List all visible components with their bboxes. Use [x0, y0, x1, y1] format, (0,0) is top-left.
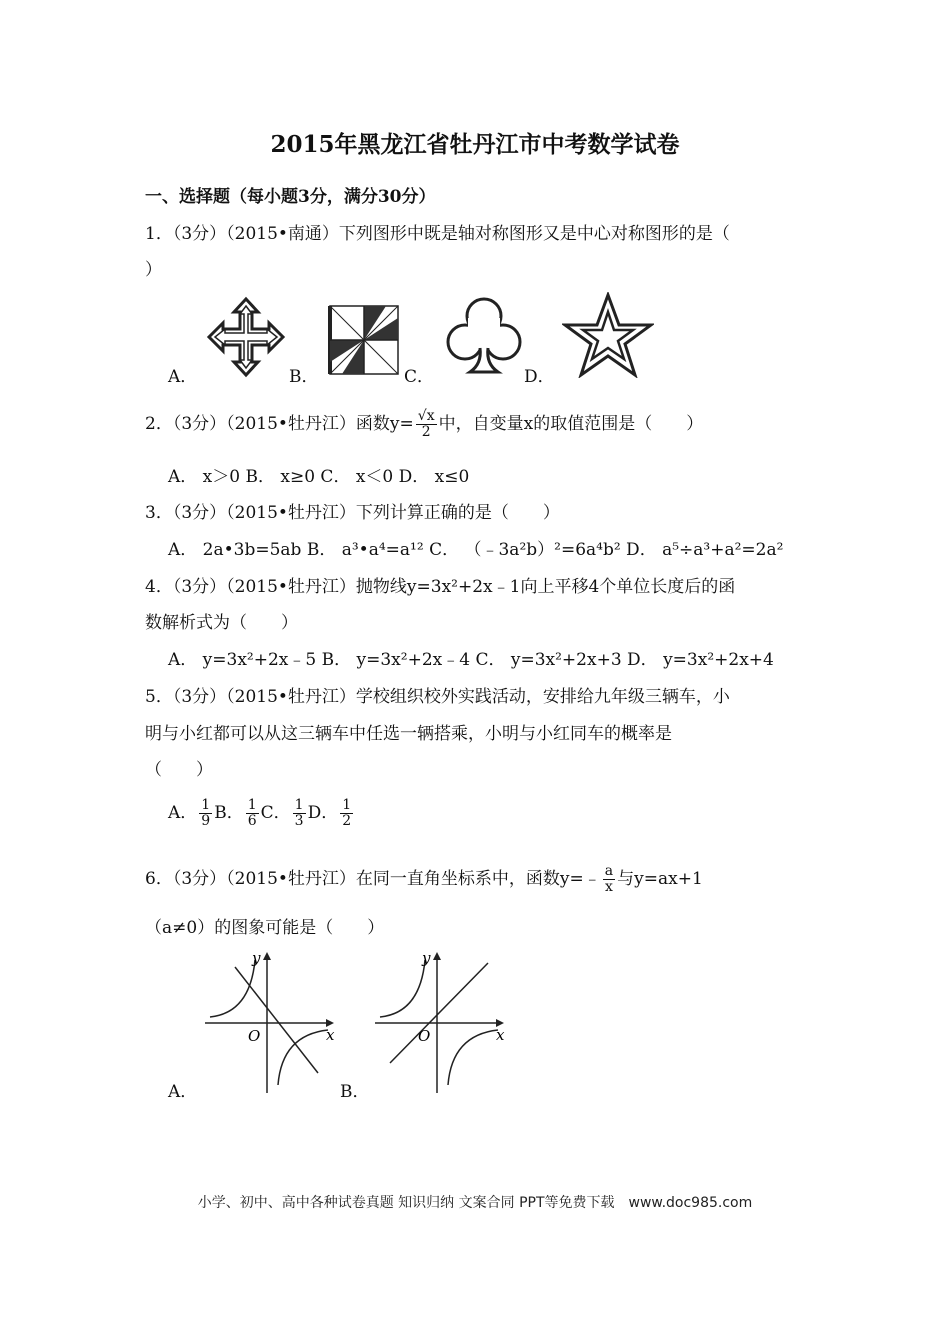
q5-option-c-label: C．	[260, 803, 291, 823]
question-6-stem-line1	[145, 864, 703, 895]
q5-option-b-fraction	[246, 798, 259, 829]
q5-option-a-label: A．	[168, 803, 198, 823]
q6-a-origin: O	[248, 1027, 261, 1045]
q2-fraction-denominator: 2	[421, 424, 431, 440]
q2-options: A． x＞0 B． x≥0 C． x＜0 D． x≤0	[168, 467, 470, 487]
q6-b-axis-x: x	[496, 1026, 505, 1044]
question-1-stem-line2: ）	[145, 260, 162, 280]
q5-option-b-label: B．	[214, 803, 244, 823]
question-6-stem-line2: （a≠0）的图象可能是（ ）	[145, 918, 385, 938]
question-5-stem-line3: （ ）	[145, 760, 213, 780]
q6-fraction-numerator: a	[604, 863, 614, 879]
q6-stem-prefix: 6．（3分）（2015•牡丹江）在同一直角坐标系中，函数y=﹣	[145, 869, 601, 889]
q5-option-a-numerator: 1	[201, 797, 211, 813]
q5-option-c-denominator: 3	[294, 813, 304, 829]
q5-option-d-label: D．	[307, 803, 339, 823]
q2-fraction	[416, 409, 437, 440]
q5-option-d-numerator: 1	[342, 797, 352, 813]
page-title: 2015年黑龙江省牡丹江市中考数学试卷	[270, 131, 680, 158]
q1-option-b-label: B．	[289, 367, 319, 387]
q1-option-c-label: C．	[404, 367, 435, 387]
q5-option-b-numerator: 1	[247, 797, 257, 813]
q6-option-a-label: A．	[168, 1082, 198, 1102]
q6-fraction	[603, 864, 615, 895]
q5-option-d-denominator: 2	[342, 813, 352, 829]
question-4-stem-line2: 数解析式为（ ）	[145, 613, 298, 633]
pinwheel-icon	[326, 302, 402, 378]
q3-options: A． 2a•3b=5ab B． a³•a⁴=a¹² C． （﹣3a²b）²=6a⁴b² D． a⁵÷a³+a²=2a²	[168, 540, 784, 560]
q6-stem-suffix: 与y=ax+1	[617, 869, 703, 889]
q6-b-axis-y: y	[422, 949, 431, 967]
q5-option-a-fraction	[199, 798, 212, 829]
q2-fraction-numerator: √x	[417, 408, 435, 424]
section-heading: 一、选择题（每小题3分，满分30分）	[145, 187, 436, 207]
q5-options	[168, 798, 355, 829]
club-icon	[444, 292, 524, 378]
four-arrow-cross-icon	[205, 296, 287, 378]
q5-option-a-denominator: 9	[201, 813, 211, 829]
q6-fraction-denominator: x	[605, 879, 613, 895]
question-2-stem	[145, 409, 703, 440]
q1-option-a-label: A．	[168, 367, 198, 387]
double-star-icon	[562, 292, 654, 378]
q6-a-axis-x: x	[326, 1026, 335, 1044]
q6-option-b-label: B．	[340, 1082, 370, 1102]
q5-option-b-denominator: 6	[247, 813, 257, 829]
q6-graph-b	[370, 945, 510, 1095]
footer-text: 小学、初中、高中各种试卷真题 知识归纳 文案合同 PPT等免费下载 www.doc985.com	[197, 1195, 753, 1211]
q6-a-axis-y: y	[252, 949, 261, 967]
q5-option-d-fraction	[340, 798, 353, 829]
q6-b-origin: O	[418, 1027, 431, 1045]
q6-graph-a	[200, 945, 340, 1095]
q4-options: A． y=3x²+2x﹣5 B． y=3x²+2x﹣4 C． y=3x²+2x+3 D． y=3x²+2x+4	[168, 650, 774, 670]
q2-stem-suffix: 中，自变量x的取值范围是（ ）	[438, 414, 704, 434]
question-5-stem-line1: 5．（3分）（2015•牡丹江）学校组织校外实践活动，安排给九年级三辆车，小	[145, 687, 730, 707]
q1-option-d-label: D．	[524, 367, 555, 387]
q2-stem-prefix: 2．（3分）（2015•牡丹江）函数y=	[145, 414, 414, 434]
q5-option-c-numerator: 1	[294, 797, 304, 813]
question-5-stem-line2: 明与小红都可以从这三辆车中任选一辆搭乘，小明与小红同车的概率是	[145, 724, 672, 744]
question-1-stem-line1: 1．（3分）（2015•南通）下列图形中既是轴对称图形又是中心对称图形的是（	[145, 224, 730, 244]
q5-option-c-fraction	[293, 798, 306, 829]
question-4-stem-line1: 4．（3分）（2015•牡丹江）抛物线y=3x²+2x﹣1向上平移4个单位长度后的函	[145, 577, 736, 597]
question-3-stem: 3．（3分）（2015•牡丹江）下列计算正确的是（ ）	[145, 503, 560, 523]
